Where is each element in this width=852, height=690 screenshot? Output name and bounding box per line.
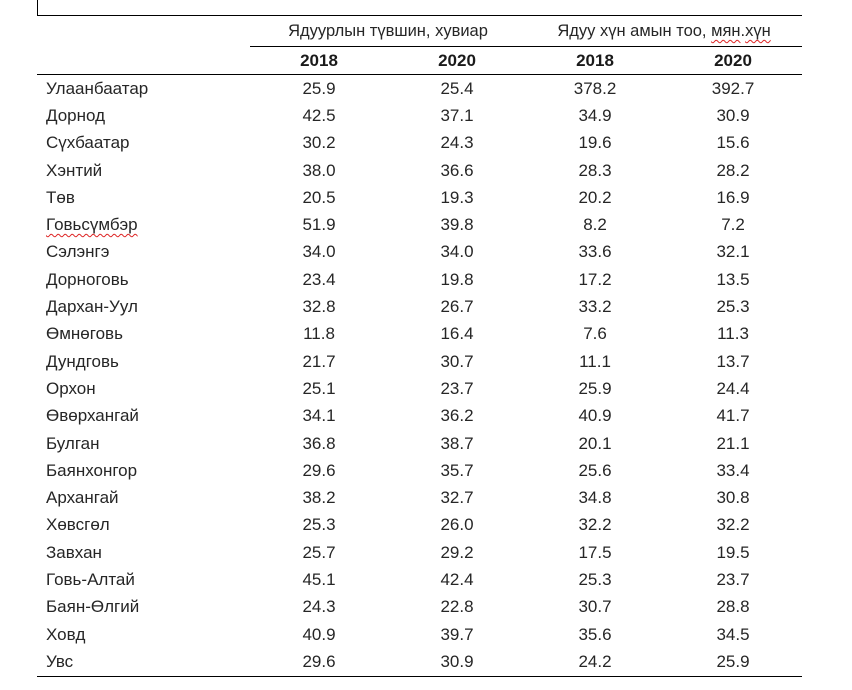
region-name-text: Орхон [46, 378, 96, 398]
row-value-cell: 25.3 [716, 297, 750, 317]
table-row [37, 184, 802, 211]
row-value-cell: 32.8 [302, 297, 336, 317]
row-value-cell: 37.1 [440, 105, 474, 125]
table-top-rule [37, 15, 802, 16]
row-value-cell: 35.6 [578, 624, 612, 644]
row-value-cell: 30.2 [302, 133, 336, 153]
row-region-name [37, 293, 250, 320]
row-value-cell: 24.2 [526, 648, 664, 676]
row-value-cell: 25.9 [664, 648, 802, 676]
row-value-cell: 36.8 [302, 433, 336, 453]
year-header-3: 2018 [526, 47, 664, 75]
table-row [37, 648, 802, 676]
year-header-4: 2020 [664, 47, 802, 75]
row-value-cell: 29.6 [302, 460, 336, 480]
region-name-text: Булган [46, 433, 100, 453]
row-value-cell: 25.3 [578, 569, 612, 589]
row-value-cell: 11.8 [303, 324, 335, 344]
region-name-text: Архангай [46, 488, 119, 508]
row-value-cell: 33.4 [716, 460, 750, 480]
row-region-name [37, 484, 250, 511]
row-value-cell: 392.7 [711, 78, 755, 98]
region-name-text: Өвөрхангай [46, 406, 139, 426]
region-name-text: Говьсүмбэр [46, 215, 138, 235]
row-value-cell: 25.6 [578, 460, 612, 480]
region-name-text: Төв [46, 187, 75, 207]
group-header-poverty-rate [250, 17, 526, 47]
row-value-cell: 378.2 [573, 78, 617, 98]
year-header-row [37, 47, 802, 75]
region-name-text: Дорноговь [46, 269, 129, 289]
table-row [37, 211, 802, 238]
row-value-cell: 7.6 [583, 324, 607, 344]
table-row [37, 512, 802, 539]
table-row [37, 75, 802, 103]
row-value-cell: 21.7 [302, 351, 336, 371]
row-value-cell: 32.2 [716, 515, 750, 535]
row-value-cell: 35.7 [440, 460, 474, 480]
row-value-cell: 30.8 [716, 488, 750, 508]
row-value-cell: 32.2 [578, 515, 612, 535]
row-value-cell: 7.2 [721, 215, 745, 235]
group-header-unit-end: хүн [745, 22, 771, 40]
row-value-cell: 39.8 [440, 215, 474, 235]
row-value-cell: 13.5 [716, 269, 750, 289]
row-value-cell: 19.3 [440, 187, 474, 207]
row-value-cell: 38.0 [302, 160, 336, 180]
row-value-cell: 23.4 [302, 269, 336, 289]
row-value-cell: 25.1 [302, 378, 336, 398]
row-value-cell: 29.2 [440, 542, 474, 562]
region-name-text: Баянхонгор [46, 460, 138, 480]
row-value-cell: 26.7 [440, 297, 474, 317]
row-value-cell: 20.1 [578, 433, 612, 453]
poverty-table [37, 17, 802, 677]
row-value-cell: 24.3 [302, 597, 336, 617]
region-name-text: Завхан [46, 542, 102, 562]
row-value-cell: 13.7 [716, 351, 750, 371]
table-row [37, 348, 802, 375]
region-name-text: Хэнтий [46, 160, 103, 180]
row-value-cell: 17.5 [578, 542, 612, 562]
year-header-2: 2020 [388, 47, 526, 75]
row-region-name [37, 512, 250, 539]
row-value-cell: 33.6 [578, 242, 612, 262]
table-row [37, 293, 802, 320]
row-value-cell: 51.9 [302, 215, 336, 235]
row-region-name [37, 621, 250, 648]
row-value-cell: 38.2 [302, 488, 336, 508]
row-region-name [37, 430, 250, 457]
row-value-cell: 16.4 [440, 324, 474, 344]
table-row [37, 130, 802, 157]
table-row [37, 594, 802, 621]
row-value-cell: 30.9 [388, 648, 526, 676]
group-header-poor-population [526, 17, 802, 47]
row-value-cell: 42.4 [440, 569, 474, 589]
row-value-cell: 25.4 [440, 78, 474, 98]
row-value-cell: 30.7 [578, 597, 612, 617]
row-region-name [37, 75, 250, 103]
row-region-name [37, 211, 250, 238]
region-name-text: Баян-Өлгий [46, 597, 140, 617]
row-value-cell: 30.7 [440, 351, 474, 371]
table-row [37, 621, 802, 648]
row-region-name [37, 348, 250, 375]
row-value-cell: 23.7 [716, 569, 750, 589]
row-value-cell: 26.0 [440, 515, 474, 535]
row-value-cell: 34.1 [302, 406, 336, 426]
table-row [37, 539, 802, 566]
row-region-name [37, 457, 250, 484]
row-value-cell: 39.7 [440, 624, 474, 644]
year-header-empty [37, 47, 250, 75]
table-row [37, 375, 802, 402]
table-row [37, 430, 802, 457]
row-value-cell: 42.5 [302, 105, 336, 125]
table-row [37, 321, 802, 348]
row-region-name [37, 266, 250, 293]
region-name-text: Говь-Алтай [46, 569, 135, 589]
row-value-cell: 36.6 [440, 160, 474, 180]
row-region-name [37, 157, 250, 184]
row-value-cell: 34.5 [716, 624, 750, 644]
row-value-cell: 25.9 [578, 378, 612, 398]
table-row [37, 157, 802, 184]
table-row [37, 102, 802, 129]
row-value-cell: 25.9 [302, 78, 336, 98]
row-region-name [37, 321, 250, 348]
row-value-cell: 11.3 [717, 324, 749, 344]
row-value-cell: 25.3 [302, 515, 336, 535]
row-value-cell: 33.2 [578, 297, 612, 317]
row-region-name [37, 102, 250, 129]
region-name-text: Сүхбаатар [46, 133, 130, 153]
row-region-name [37, 539, 250, 566]
region-name-text: Дархан-Уул [46, 297, 138, 317]
row-value-cell: 24.3 [440, 133, 474, 153]
row-value-cell: 28.3 [578, 160, 612, 180]
row-value-cell: 19.8 [440, 269, 474, 289]
row-value-cell: 28.2 [716, 160, 750, 180]
row-value-cell: 20.5 [302, 187, 336, 207]
group-header-row [37, 17, 802, 47]
row-value-cell: 19.5 [716, 542, 750, 562]
row-value-cell: 34.8 [578, 488, 612, 508]
row-value-cell: 23.7 [440, 378, 474, 398]
table-row [37, 566, 802, 593]
row-value-cell: 25.7 [302, 542, 336, 562]
row-value-cell: 29.6 [250, 648, 388, 676]
row-value-cell: 45.1 [302, 569, 336, 589]
row-value-cell: 8.2 [583, 215, 607, 235]
group-header-poor-population-label: Ядуу хүн амын тоо, [557, 22, 712, 40]
table-body [37, 75, 802, 677]
row-region-name [37, 184, 250, 211]
row-value-cell: 38.7 [440, 433, 474, 453]
region-name-text: Дундговь [46, 351, 119, 371]
row-value-cell: 22.8 [440, 597, 474, 617]
row-value-cell: 16.9 [716, 187, 750, 207]
region-name-text: Ховд [46, 624, 86, 644]
table-row [37, 266, 802, 293]
row-value-cell: 21.1 [716, 433, 750, 453]
row-value-cell: 40.9 [302, 624, 336, 644]
table-row [37, 239, 802, 266]
row-value-cell: 34.0 [302, 242, 336, 262]
row-region-name [37, 130, 250, 157]
row-region-name [37, 403, 250, 430]
group-header-empty [37, 17, 250, 47]
row-value-cell: 34.0 [440, 242, 474, 262]
region-name-text: Хөвсгөл [46, 515, 110, 535]
group-header-poverty-rate-label: Ядуурлын түвшин, хувиар [288, 22, 488, 40]
row-value-cell: 34.9 [578, 105, 612, 125]
row-region-name [37, 594, 250, 621]
table-row [37, 484, 802, 511]
row-region-name [37, 239, 250, 266]
document-page [37, 0, 802, 690]
row-value-cell: 11.1 [579, 351, 611, 371]
row-value-cell: 41.7 [716, 406, 750, 426]
region-name-text: Увс [46, 651, 74, 671]
table-row [37, 457, 802, 484]
row-value-cell: 15.6 [716, 133, 750, 153]
region-name-text: Сэлэнгэ [46, 242, 110, 262]
row-value-cell: 24.4 [716, 378, 750, 398]
row-region-name [37, 648, 250, 676]
region-name-text: Өмнөговь [46, 324, 123, 344]
row-value-cell: 19.6 [578, 133, 612, 153]
group-header-unit-abbrev: мян [711, 22, 741, 40]
table-row [37, 403, 802, 430]
row-value-cell: 30.9 [716, 105, 750, 125]
page-corner-mark [37, 0, 38, 15]
region-name-text: Дорнод [46, 105, 106, 125]
group-header-unit-dot: . [740, 22, 746, 40]
row-value-cell: 28.8 [716, 597, 750, 617]
row-region-name [37, 566, 250, 593]
region-name-text: Улаанбаатар [46, 78, 149, 98]
row-value-cell: 32.7 [440, 488, 474, 508]
row-value-cell: 36.2 [440, 406, 474, 426]
row-value-cell: 17.2 [578, 269, 612, 289]
year-header-1: 2018 [250, 47, 388, 75]
row-region-name [37, 375, 250, 402]
row-value-cell: 40.9 [578, 406, 612, 426]
row-value-cell: 20.2 [578, 187, 612, 207]
row-value-cell: 32.1 [716, 242, 750, 262]
